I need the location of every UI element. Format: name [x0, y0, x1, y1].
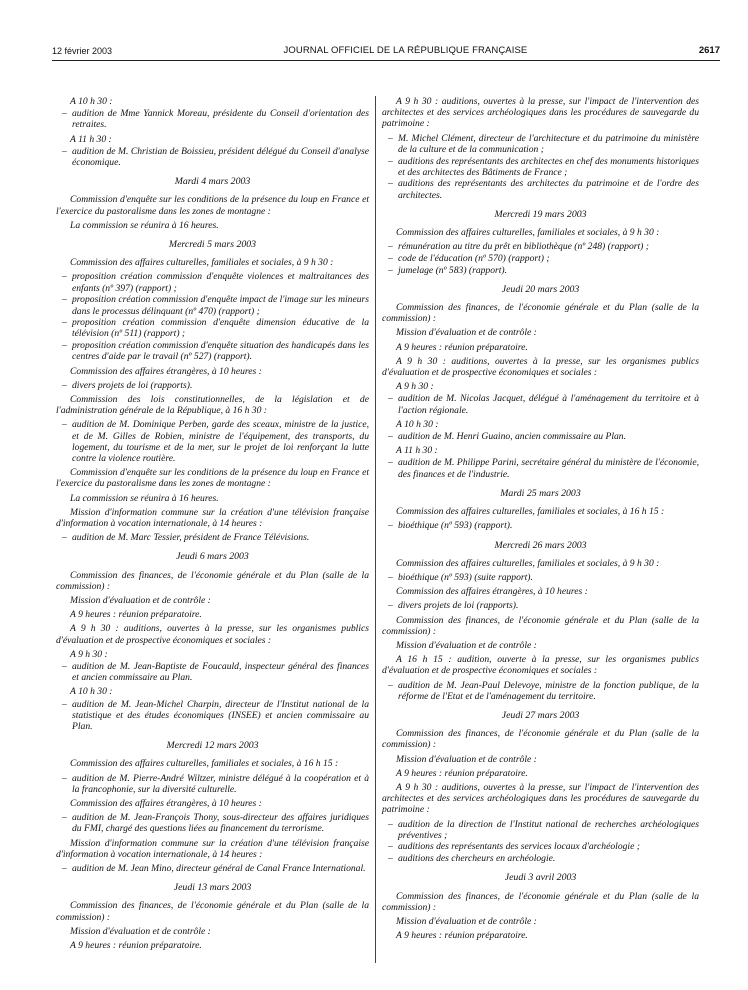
agenda-item: – bioéthique (nº 593) (rapport).	[398, 520, 699, 531]
header-rule	[52, 60, 720, 61]
commission-paragraph: Mission d'information commune sur la création d'une télévision française d'information à vocation internationale, à 14 heures :	[56, 837, 369, 860]
agenda-list	[56, 812, 369, 834]
time-label: A 11 h 30 :	[396, 445, 438, 457]
agenda-item: – auditions des chercheurs en archéologie.	[398, 853, 699, 864]
agenda-list	[382, 431, 699, 442]
agenda-list	[56, 146, 369, 168]
meeting-note: A 9 heures : réunion préparatoire.	[396, 341, 528, 353]
agenda-item: – bioéthique (nº 593) (suite rapport).	[398, 572, 699, 583]
commission-paragraph: Commission des lois constitutionnelles, de la législation et de l'administration générale de la République, à 16 h 30 :	[56, 393, 369, 417]
meeting-note: La commission se réunira à 16 heures.	[70, 492, 219, 504]
agenda-list	[382, 600, 699, 611]
commission-paragraph: Commission des affaires culturelles, familiales et sociales, à 9 h 30 :	[70, 257, 334, 269]
commission-paragraph: Mission d'information commune sur la création d'une télévision française d'information à vocation internationale, à 14 heures :	[56, 506, 369, 529]
agenda-item: – auditions des représentants des services locaux d'archéologie ;	[398, 841, 699, 852]
time-label: A 9 h 30 :	[396, 381, 434, 393]
meeting-note: A 9 heures : réunion préparatoire.	[70, 609, 202, 621]
commission-paragraph: Commission des finances, de l'économie générale et du Plan (salle de la commission) :	[56, 569, 369, 592]
agenda-item: – audition de M. Jean-Michel Charpin, directeur de l'Institut national de la statistique et des études économiques (INSEE) et ancien commissaire au Plan.	[72, 699, 369, 733]
time-label: A 10 h 30 :	[396, 418, 439, 430]
commission-paragraph: Commission des affaires culturelles, familiales et sociales, à 9 h 30 :	[396, 227, 660, 239]
commission-paragraph: Commission d'enquête sur les conditions de la présence du loup en France et l'exercice du pastoralisme dans les zones de montagne :	[56, 467, 369, 490]
commission-paragraph: Commission des finances, de l'économie générale et du Plan (salle de la commission) :	[382, 614, 699, 637]
agenda-item: – audition de M. Philippe Parini, secrétaire général du ministère de l'économie, des finances et de l'industrie.	[398, 457, 699, 479]
agenda-item: – audition de M. Nicolas Jacquet, délégué à l'aménagement du territoire et à l'action régionale.	[398, 393, 699, 415]
commission-paragraph: Commission des finances, de l'économie générale et du Plan (salle de la commission) :	[382, 302, 699, 325]
commission-paragraph: Commission des affaires culturelles, familiales et sociales, à 16 h 15 :	[396, 506, 665, 518]
meeting-note: La commission se réunira à 16 heures.	[70, 219, 219, 231]
agenda-item: – divers projets de loi (rapports).	[72, 380, 369, 391]
agenda-item: – code de l'éducation (nº 570) (rapport) ;	[398, 253, 699, 264]
agenda-item: – audition de M. Dominique Perben, garde des sceaux, ministre de la justice, et de M. Gilles de Robien, ministre de l'équipement, des transports, du logement, du tourisme et de la mer, sur le projet de loi renforçant la lutte contre la violence routière.	[72, 419, 369, 464]
commission-paragraph: Commission des finances, de l'économie générale et du Plan (salle de la commission) :	[56, 900, 369, 923]
agenda-item: – audition de M. Jean-François Thony, sous-directeur des affaires juridiques du FMI, chargé des questions liées au financement du terrorisme.	[72, 812, 369, 834]
page-header	[52, 40, 720, 56]
mission-label: Mission d'évaluation et de contrôle :	[70, 595, 211, 607]
agenda-item: – audition de M. Jean-Baptiste de Foucauld, inspecteur général des finances et ancien commissaire au Plan.	[72, 661, 369, 683]
agenda-list	[382, 393, 699, 415]
date-heading: Mercredi 26 mars 2003	[494, 539, 587, 551]
date-heading: Mercredi 19 mars 2003	[494, 208, 587, 220]
commission-paragraph: Commission des affaires étrangères, à 10 heures :	[396, 586, 588, 598]
mission-label: Mission d'évaluation et de contrôle :	[396, 639, 537, 651]
agenda-list	[56, 380, 369, 391]
agenda-list	[56, 863, 369, 874]
agenda-item: – proposition création commission d'enquête violences et maltraitances des enfants (nº 397) (rapport) ;	[72, 271, 369, 293]
date-heading: Mercredi 5 mars 2003	[168, 239, 257, 251]
agenda-item: – audition de M. Jean Mino, directeur général de Canal France International.	[72, 863, 369, 874]
commission-paragraph: Commission des affaires culturelles, familiales et sociales, à 16 h 15 :	[70, 758, 339, 770]
agenda-item: – audition de Mme Yannick Moreau, présidente du Conseil d'orientation des retraites.	[72, 108, 369, 130]
agenda-item: – audition de M. Christian de Boissieu, président délégué du Conseil d'analyse économique.	[72, 146, 369, 168]
date-heading: Mercredi 12 mars 2003	[166, 740, 259, 752]
agenda-list	[56, 271, 369, 362]
commission-paragraph: Commission d'enquête sur les conditions de la présence du loup en France et l'exercice du pastoralisme dans les zones de montagne :	[56, 194, 369, 217]
journal-title: JOURNAL OFFICIEL DE LA RÉPUBLIQUE FRANÇAISE	[283, 45, 528, 56]
date-heading: Jeudi 3 avril 2003	[504, 872, 577, 884]
agenda-list	[56, 532, 369, 543]
date-heading: Jeudi 20 mars 2003	[501, 283, 580, 295]
commission-paragraph: Commission des affaires culturelles, familiales et sociales, à 9 h 30 :	[396, 557, 660, 569]
commission-paragraph: A 16 h 15 : audition, ouverte à la presse, sur les organismes publics d'évaluation et de prospective économiques et sociales :	[382, 654, 699, 677]
commission-paragraph: Commission des affaires étrangères, à 10 heures :	[70, 365, 262, 377]
agenda-list	[382, 680, 699, 702]
time-label: A 10 h 30 :	[70, 96, 113, 107]
date-heading: Mardi 25 mars 2003	[500, 487, 581, 499]
meeting-note: A 9 heures : réunion préparatoire.	[396, 767, 528, 779]
agenda-list	[382, 133, 699, 201]
commission-paragraph: A 9 h 30 : auditions, ouvertes à la presse, sur les organismes publics d'évaluation et de prospective économiques et sociales :	[382, 355, 699, 379]
agenda-item: – M. Michel Clément, directeur de l'architecture et du patrimoine du ministère de la culture et de la communication ;	[398, 133, 699, 155]
agenda-item: – proposition création commission d'enquête situation des handicapés dans les centres d'aide par le travail (nº 527) (rapport).	[72, 340, 369, 362]
agenda-list	[56, 661, 369, 683]
agenda-item: – divers projets de loi (rapports).	[398, 600, 699, 611]
agenda-list	[56, 699, 369, 733]
mission-label: Mission d'évaluation et de contrôle :	[396, 753, 537, 765]
agenda-list	[56, 419, 369, 464]
meeting-note: A 9 heures : réunion préparatoire.	[396, 930, 528, 942]
agenda-list	[382, 457, 699, 479]
agenda-item: – audition de M. Jean-Paul Delevoye, ministre de la fonction publique, de la réforme de l'Etat et de l'aménagement du territoire.	[398, 680, 699, 702]
commission-paragraph: Commission des affaires étrangères, à 10 heures :	[70, 798, 262, 810]
time-label: A 10 h 30 :	[70, 686, 113, 698]
time-label: A 9 h 30 :	[70, 648, 108, 660]
issue-date: 12 février 2003	[52, 46, 113, 56]
date-heading: Mardi 4 mars 2003	[174, 176, 251, 188]
right-column	[382, 96, 699, 944]
left-column	[56, 96, 369, 954]
commission-paragraph: A 9 h 30 : auditions, ouvertes à la presse, sur les organismes publics d'évaluation et de prospective économiques et sociales :	[56, 623, 369, 646]
agenda-item: – audition de M. Henri Guaino, ancien commissaire au Plan.	[398, 431, 699, 442]
commission-paragraph: Commission des finances, de l'économie générale et du Plan (salle de la commission) :	[382, 890, 699, 913]
page-number: 2617	[698, 45, 720, 56]
column-divider	[375, 96, 376, 963]
date-heading: Jeudi 13 mars 2003	[173, 882, 252, 894]
mission-label: Mission d'évaluation et de contrôle :	[396, 915, 537, 927]
agenda-item: – auditions des représentants des architectes en chef des monuments historiques et des architectes des Bâtiments de France ;	[398, 156, 699, 178]
commission-paragraph: A 9 h 30 : auditions, ouvertes à la presse, sur l'impact de l'intervention des architectes et des services archéologiques dans les procédures de sauvegarde du patrimoine :	[382, 96, 699, 130]
agenda-item: – audition de M. Marc Tessier, président de France Télévisions.	[72, 532, 369, 543]
agenda-item: – jumelage (nº 583) (rapport).	[398, 265, 699, 276]
time-label: A 11 h 30 :	[70, 133, 112, 145]
agenda-list	[56, 108, 369, 130]
agenda-list	[382, 520, 699, 531]
date-heading: Jeudi 27 mars 2003	[501, 709, 580, 721]
mission-label: Mission d'évaluation et de contrôle :	[70, 925, 211, 937]
agenda-list	[382, 819, 699, 865]
meeting-note: A 9 heures : réunion préparatoire.	[70, 940, 202, 952]
date-heading: Jeudi 6 mars 2003	[176, 551, 249, 563]
agenda-item: – audition de la direction de l'Institut national de recherches archéologiques préventives ;	[398, 819, 699, 841]
agenda-list	[56, 773, 369, 795]
agenda-item: – audition de M. Pierre-André Wiltzer, ministre délégué à la coopération et à la francophonie, sur la diversité culturelle.	[72, 773, 369, 795]
agenda-item: – rémunération au titre du prêt en bibliothèque (nº 248) (rapport) ;	[398, 241, 699, 252]
agenda-item: – auditions des représentants des architectes du patrimoine et de l'ordre des architectes.	[398, 178, 699, 200]
agenda-list	[382, 241, 699, 276]
agenda-item: – proposition création commission d'enquête impact de l'image sur les mineurs dans le processus délinquant (nº 470) (rapport) ;	[72, 294, 369, 316]
mission-label: Mission d'évaluation et de contrôle :	[396, 327, 537, 339]
agenda-item: – proposition création commission d'enquête dimension éducative de la télévision (nº 511) (rapport) ;	[72, 317, 369, 339]
commission-paragraph: Commission des finances, de l'économie générale et du Plan (salle de la commission) :	[382, 728, 699, 751]
agenda-list	[382, 572, 699, 583]
commission-paragraph: A 9 h 30 : auditions, ouvertes à la presse, sur l'impact de l'intervention des architectes et des services archéologiques dans les procédures de sauvegarde du patrimoine :	[382, 781, 699, 816]
